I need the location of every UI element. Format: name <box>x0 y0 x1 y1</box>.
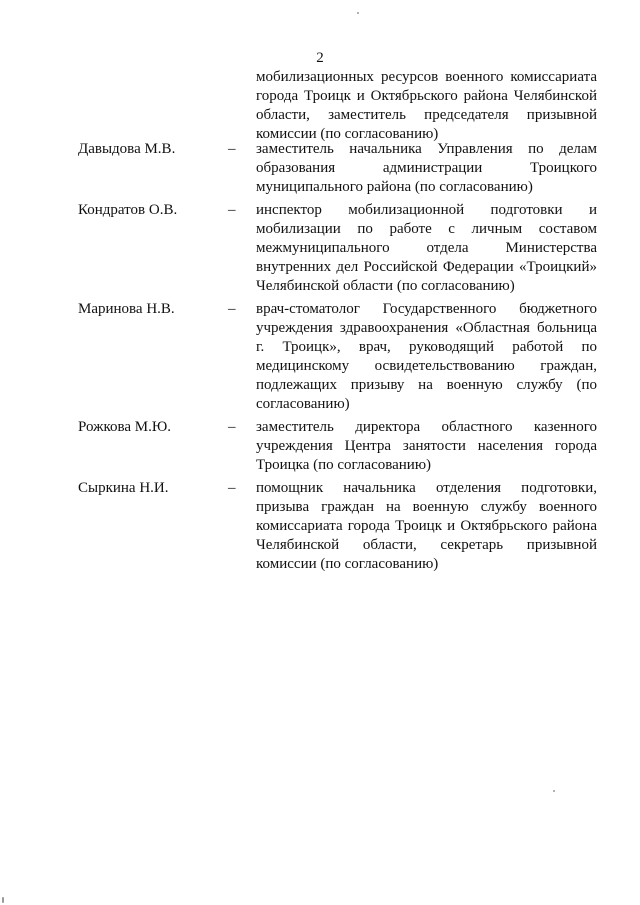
member-dash: – <box>228 301 236 317</box>
member-dash: – <box>228 480 236 496</box>
member-name: Давыдова М.В. <box>78 141 176 157</box>
member-role: заместитель директора областного казенного учреждения Центра занятости населения города Троицка (по согласованию) <box>256 419 597 473</box>
member-dash: – <box>228 141 236 157</box>
member-dash: – <box>228 419 236 435</box>
member-dash: – <box>228 202 236 218</box>
member-entry <box>78 300 597 414</box>
member-entry <box>78 418 597 475</box>
member-role: помощник начальника отделения подготовки, призыва граждан на военную службу военного комиссариата города Троицк и Октябрьского района Челябинской области, секретарь призывной комиссии (по согласованию) <box>256 480 597 572</box>
member-entry <box>78 479 597 574</box>
intro-continuation-text: мобилизационных ресурсов военного комиссариата города Троицк и Октябрьского района Челябинской области, заместитель председателя призывной комиссии (по согласованию) <box>256 69 597 142</box>
scan-speck <box>553 790 555 792</box>
member-entry <box>78 140 597 197</box>
member-name: Маринова Н.В. <box>78 301 175 317</box>
member-name: Кондратов О.В. <box>78 202 178 218</box>
member-name: Рожкова М.Ю. <box>78 419 172 435</box>
member-role: врач-стоматолог Государственного бюджетного учреждения здравоохранения «Областная больница г. Троицк», врач, руководящий работой по медицинскому освидетельствованию граждан, подлежащих призыву на военную службу (по согласованию) <box>256 301 597 412</box>
scan-speck <box>2 897 4 903</box>
scan-speck <box>357 12 359 14</box>
commission-members-list <box>78 140 597 578</box>
member-name: Сыркина Н.И. <box>78 480 169 496</box>
page-number: 2 <box>316 50 324 66</box>
member-entry <box>78 201 597 296</box>
member-role: заместитель начальника Управления по делам образования администрации Троицкого муниципального района (по согласованию) <box>256 141 597 195</box>
member-role: инспектор мобилизационной подготовки и мобилизации по работе с личным составом межмуниципального отдела Министерства внутренних дел Российской Федерации «Троицкий» Челябинской области (по согласованию) <box>256 202 597 294</box>
